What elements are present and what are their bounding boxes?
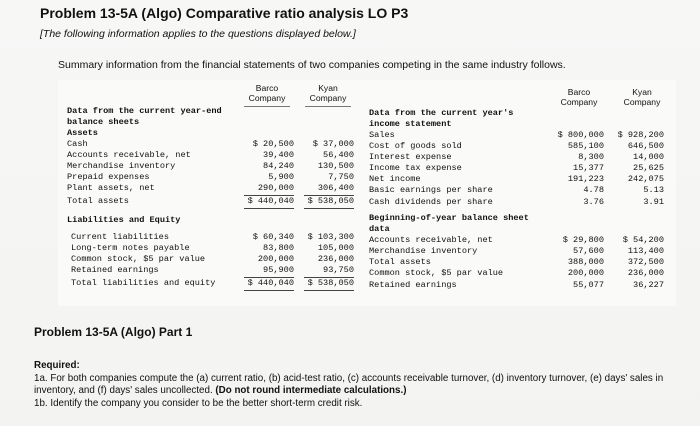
asset-barco-1: 39,400 [263,150,294,160]
asset-label-3: Prepaid expenses [67,172,150,182]
income-label-3: Income tax expense [369,163,462,173]
asset-kyan-2: 130,500 [317,161,354,171]
asset-kyan-3: 7,750 [328,172,354,182]
income-barco-1: 585,100 [567,141,604,151]
income-kyan-5: 5.13 [643,185,664,195]
total-liab-label: Total liabilities and equity [71,278,216,288]
assets-total-rule-barco [244,208,294,209]
liab-kyan-0: $ 103,300 [307,232,354,242]
asset-kyan-0: $ 37,000 [312,139,354,149]
required-1a-text: 1a. For both companies compute the (a) current ratio, (b) acid-test ratio, (c) accounts receivable turnover, (d) inventory turnover, (e) days' sales in inventory, and (f) days' sales uncollected. [34,372,664,396]
total-liab-barco: $ 440,040 [247,278,294,288]
summary-text: Summary information from the financial statements of two companies competing in the same industry follows. [58,59,566,71]
income-kyan-1: 646,500 [627,141,664,151]
asset-kyan-4: 306,400 [317,183,354,193]
liab-label-3: Retained earnings [71,265,159,275]
liab-kyan-3: 93,750 [323,265,354,275]
income-barco-0: $ 800,000 [557,130,604,140]
income-kyan-0: $ 928,200 [617,130,664,140]
income-label-1: Cost of goods sold [369,141,462,151]
income-label-5: Basic earnings per share [369,185,493,195]
left-header-rule-barco [244,106,290,107]
total-assets-kyan: $ 538,050 [307,196,354,206]
required-1a-note: (Do not round intermediate calculations.) [215,385,407,396]
income-kyan-6: 3.91 [643,197,664,207]
liab-barco-0: $ 60,340 [252,232,294,242]
beginning-label-4: Retained earnings [369,280,457,290]
balance-heading: Data from the current year-end balance sheets [67,106,222,128]
beginning-barco-4: 55,077 [573,280,604,290]
total-assets-label: Total assets [67,196,129,206]
liab-label-0: Current liabilities [71,232,169,242]
right-header-barco: Barco Company [560,87,598,107]
income-label-2: Interest expense [369,152,452,162]
income-barco-6: 3.76 [583,197,604,207]
income-barco-5: 4.78 [583,185,604,195]
income-barco-4: 191,223 [567,174,604,184]
left-header-kyan: Kyan Company [309,83,347,103]
assets-total-rule-kyan [304,208,354,209]
liab-kyan-2: 236,000 [317,254,354,264]
beginning-barco-3: 200,000 [567,268,604,278]
beginning-barco-0: $ 29,800 [562,235,604,245]
income-barco-2: 8,300 [578,152,604,162]
liab-label-1: Long-term notes payable [71,243,190,253]
beginning-label-2: Total assets [369,257,431,267]
right-header-kyan: Kyan Company [623,87,661,107]
income-kyan-3: 25,625 [633,163,664,173]
liab-total-rule-barco [244,290,294,291]
beginning-barco-2: 388,000 [567,257,604,267]
problem-title: Problem 13-5A (Algo) Comparative ratio analysis LO P3 [40,5,409,21]
required-section [34,360,684,410]
liabilities-label: Liabilities and Equity [67,215,181,225]
part-title: Problem 13-5A (Algo) Part 1 [34,325,193,339]
liab-barco-1: 83,800 [263,243,294,253]
financial-data-panel [58,80,676,306]
beginning-label-0: Accounts receivable, net [369,235,493,245]
beginning-kyan-1: 113,400 [627,246,664,256]
left-header-rule-kyan [305,106,351,107]
beginning-label-1: Merchandise inventory [369,246,478,256]
income-label-6: Cash dividends per share [369,197,493,207]
liab-label-2: Common stock, $5 par value [71,254,206,264]
asset-kyan-1: 56,400 [323,150,354,160]
asset-barco-4: 290,000 [257,183,294,193]
assets-label: Assets [67,128,98,138]
liab-total-rule-kyan [304,290,354,291]
beginning-kyan-3: 236,000 [627,268,664,278]
beginning-label-3: Common stock, $5 par value [369,268,504,278]
asset-barco-3: 5,900 [268,172,294,182]
income-label-4: Net income [369,174,421,184]
left-header-barco: Barco Company [248,83,286,103]
beginning-barco-1: 57,600 [573,246,604,256]
asset-label-1: Accounts receivable, net [67,150,191,160]
income-kyan-4: 242,075 [627,174,664,184]
asset-label-0: Cash [67,139,88,149]
problem-subtitle: [The following information applies to the questions displayed below.] [40,28,356,40]
required-1b: 1b. Identify the company you consider to be the better short-term credit risk. [34,397,363,409]
income-heading: Data from the current year's income statement [369,108,514,130]
liab-kyan-1: 105,000 [317,243,354,253]
asset-label-2: Merchandise inventory [67,161,176,171]
beginning-heading: Beginning-of-year balance sheet data [369,213,529,235]
required-label: Required: [34,360,80,371]
income-label-0: Sales [369,130,395,140]
asset-barco-2: 84,240 [263,161,294,171]
income-barco-3: 15,377 [573,163,604,173]
income-kyan-2: 14,000 [633,152,664,162]
total-assets-barco: $ 440,040 [247,196,294,206]
asset-barco-0: $ 20,500 [252,139,294,149]
total-liab-kyan: $ 538,050 [307,278,354,288]
beginning-kyan-4: 36,227 [633,280,664,290]
required-1a [34,373,684,398]
beginning-kyan-2: 372,500 [627,257,664,267]
beginning-kyan-0: $ 54,200 [622,235,664,245]
asset-label-4: Plant assets, net [67,183,155,193]
liab-barco-2: 200,000 [257,254,294,264]
liab-barco-3: 95,900 [263,265,294,275]
